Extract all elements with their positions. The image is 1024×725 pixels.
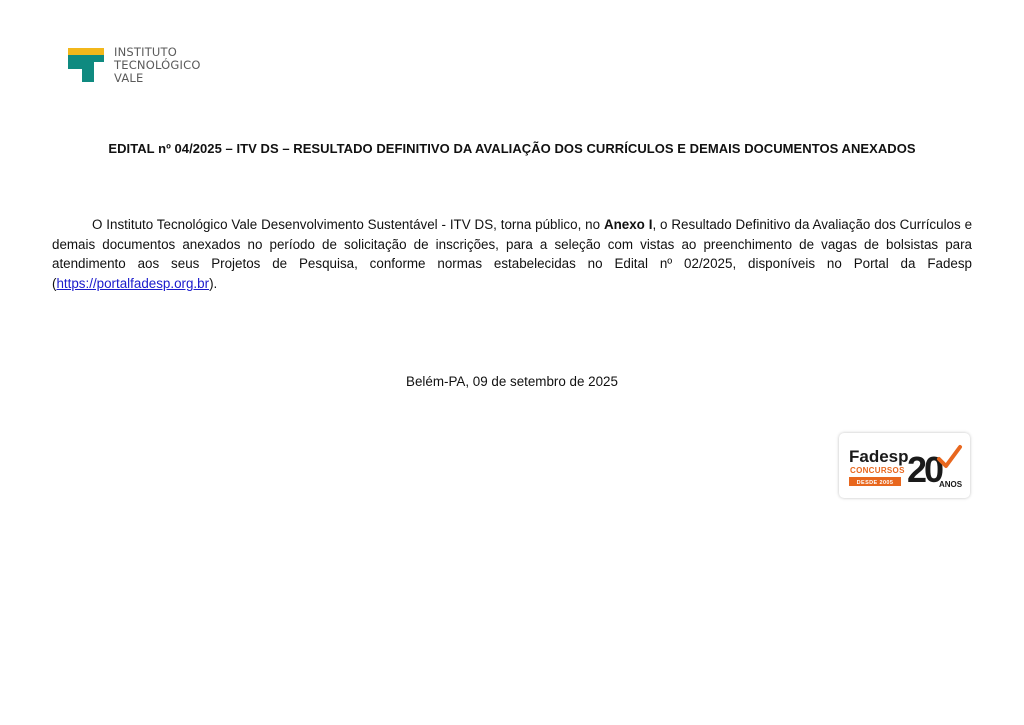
fadesp-concursos-text: CONCURSOS — [850, 466, 905, 475]
fadesp-brand-text: Fadesp — [849, 447, 909, 466]
body-text-part-2: , o Resultado Definitivo da Avaliação dos Currículos e demais documentos anexados no período de solicitação de inscrições, para a seleção com vistas ao preenchimento de vagas de bolsistas para atendimento aos seus Projetos de Pesquisa, conforme normas estabelecidas no Edital nº 02/2025, disponíveis no Portal da Fadesp ( — [52, 217, 973, 291]
itv-logo-mark-icon — [66, 45, 106, 85]
check-mark-icon — [939, 447, 960, 466]
annex-bold-text: Anexo I — [603, 217, 653, 233]
date-line: Belém-PA, 09 de setembro de 2025 — [406, 374, 618, 389]
portal-fadesp-link[interactable]: https://portalfadesp.org.br — [56, 275, 210, 291]
document-title: EDITAL nº 04/2025 – ITV DS – RESULTADO DEFINITIVO DA AVALIAÇÃO DOS CURRÍCULOS E DEMAIS DOCUMENTOS ANEXADOS — [108, 141, 916, 156]
logo-line-1: INSTITUTO — [114, 45, 178, 59]
fadesp-since-text: DESDE 2005 — [856, 480, 894, 486]
logo-line-2: TECNOLÓGICO — [114, 58, 201, 72]
fadesp-logo-graphic — [839, 433, 970, 498]
logo-line-3: VALE — [114, 71, 144, 85]
fadesp-20-anos-logo — [839, 433, 970, 498]
itv-logo-text — [114, 46, 201, 85]
fadesp-20-number: 20 — [907, 449, 942, 490]
body-text-part-1: O Instituto Tecnológico Vale Desenvolvimento Sustentável - ITV DS, torna público, no — [92, 217, 604, 233]
body-paragraph — [52, 215, 972, 293]
body-text-part-3: ). — [209, 275, 218, 291]
itv-logo — [66, 45, 201, 85]
fadesp-anos-text: ANOS — [939, 480, 963, 489]
